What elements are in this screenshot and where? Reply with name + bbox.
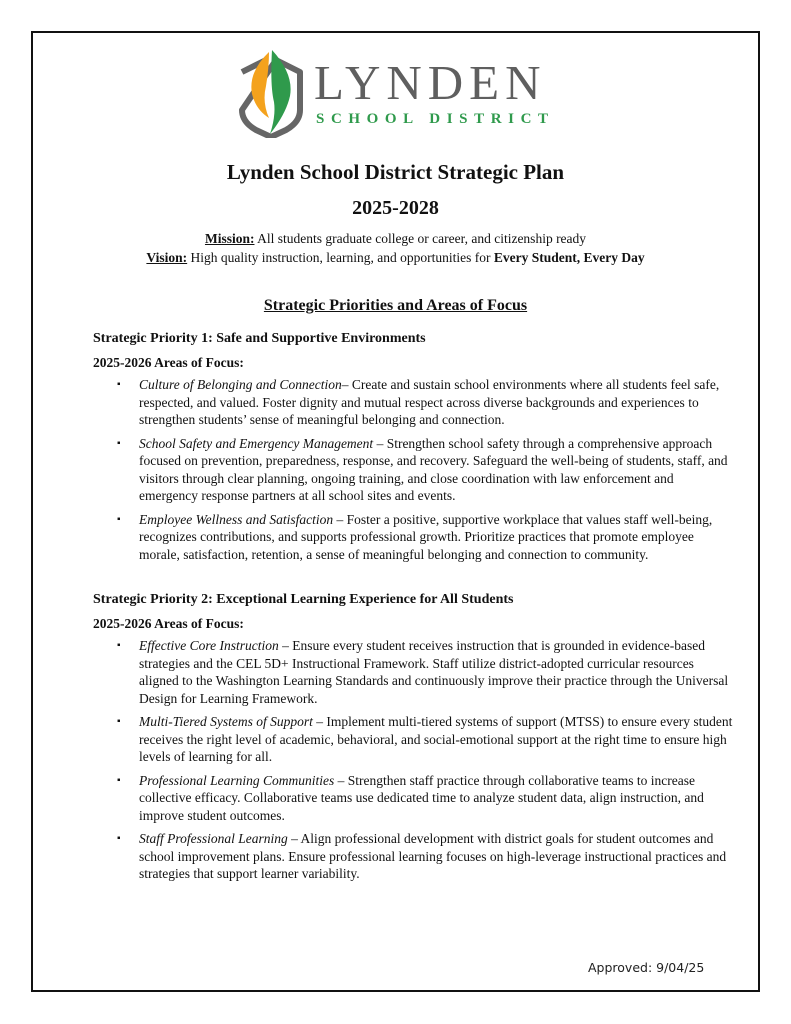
separator: – [373, 435, 387, 451]
bullet-icon: ▪ [117, 716, 121, 727]
bullet-icon: ▪ [117, 774, 121, 786]
focus-list [93, 637, 733, 883]
list-item [93, 713, 733, 766]
district-logo [236, 46, 566, 136]
plan-years: 2025-2028 [352, 197, 439, 219]
list-item [93, 772, 733, 825]
bullet-icon: ▪ [117, 513, 121, 525]
focus-name: Effective Core Instruction [139, 638, 279, 653]
focus-name: Staff Professional Learning [139, 831, 288, 846]
focus-text: Foster a positive, supportive workplace that values staff well-being, recognizes contributions, and supports professional growth. Prioritize practices that promote employee morale, satisfaction, retention, a sense of meaningful belonging and connection to community. [139, 511, 713, 562]
list-item [93, 511, 733, 564]
mission-label: Mission: [204, 231, 255, 246]
separator: – [334, 772, 348, 788]
vision-emphasis: Every Student, Every Day [493, 250, 645, 265]
focus-name: Professional Learning Communities [139, 772, 335, 788]
section-title: Strategic Priorities and Areas of Focus [263, 297, 528, 314]
logo-subtitle: SCHOOL DISTRICT [316, 111, 555, 127]
logo-wordmark: LYNDEN [314, 55, 547, 110]
bullet-icon: ▪ [117, 379, 121, 390]
shield-flame-icon [236, 46, 306, 138]
priorities-content [93, 330, 733, 889]
mission-text: All students graduate college or career, and citizenship ready [254, 231, 587, 246]
priority-heading: Strategic Priority 2: Exceptional Learning Experience for All Students [93, 592, 514, 607]
separator: – [333, 511, 347, 527]
separator: – [287, 831, 301, 846]
approval-date: Approved: 9/04/25 [588, 960, 705, 975]
focus-name: Multi-Tiered Systems of Support [139, 714, 313, 729]
separator: – [278, 638, 293, 653]
focus-text: Implement multi-tiered systems of support (MTSS) to ensure every student receives the right level of academic, behavioral, and social-emotional support at the right time to ensure high levels of learning for all. [139, 714, 733, 764]
list-item [93, 376, 733, 429]
separator: – [312, 714, 327, 729]
bullet-icon: ▪ [117, 833, 121, 844]
mission-statement [0, 229, 791, 248]
areas-of-focus-label: 2025-2026 Areas of Focus: [93, 615, 244, 631]
vision-text: High quality instruction, learning, and opportunities for [187, 250, 494, 265]
page-title: Lynden School District Strategic Plan [226, 160, 565, 184]
focus-text: Strengthen staff practice through collaborative teams to increase collective efficacy. Collaborative teams use dedicated time to analyze student data, align instruction, and improve student outcomes. [139, 772, 704, 823]
focus-text: Strengthen school safety through a comprehensive approach focused on prevention, preparedness, response, and recovery. Safeguard the well-being of students, staff, and visitors through clear planning, ongoing training, and close coordination with law enforcement and emergency response partners at all school sites and events. [139, 435, 728, 503]
list-item [93, 435, 733, 505]
focus-text: Align professional development with district goals for student outcomes and school improvement plans. Ensure professional learning focuses on high-leverage instructional practices and strategies that support learner variability. [139, 831, 727, 881]
bullet-icon: ▪ [117, 437, 121, 449]
priority-heading: Strategic Priority 1: Safe and Supportive Environments [93, 331, 426, 346]
bullet-icon: ▪ [117, 640, 121, 651]
vision-statement [0, 248, 791, 267]
focus-list [93, 376, 733, 563]
vision-label: Vision: [146, 250, 188, 265]
focus-text: Ensure every student receives instruction that is grounded in evidence-based strategies and the CEL 5D+ Instructional Framework. Staff utilize district-adopted curricular resources aligned to the Washington Learning Standards and continuously improve their practice through the Universal Design for Learning Framework. [139, 638, 729, 706]
separator: – [341, 377, 352, 392]
focus-text: Create and sustain school environments where all students feel safe, respected, and valued. Foster dignity and mutual respect across diverse backgrounds and experiences to strengthen students’ sense of meaningful belonging and connection. [139, 377, 720, 427]
areas-of-focus-label: 2025-2026 Areas of Focus: [93, 354, 244, 370]
list-item [93, 830, 733, 883]
focus-name: School Safety and Emergency Management [139, 435, 374, 451]
focus-name: Employee Wellness and Satisfaction [139, 511, 334, 527]
list-item [93, 637, 733, 707]
focus-name: Culture of Belonging and Connection [139, 377, 342, 392]
